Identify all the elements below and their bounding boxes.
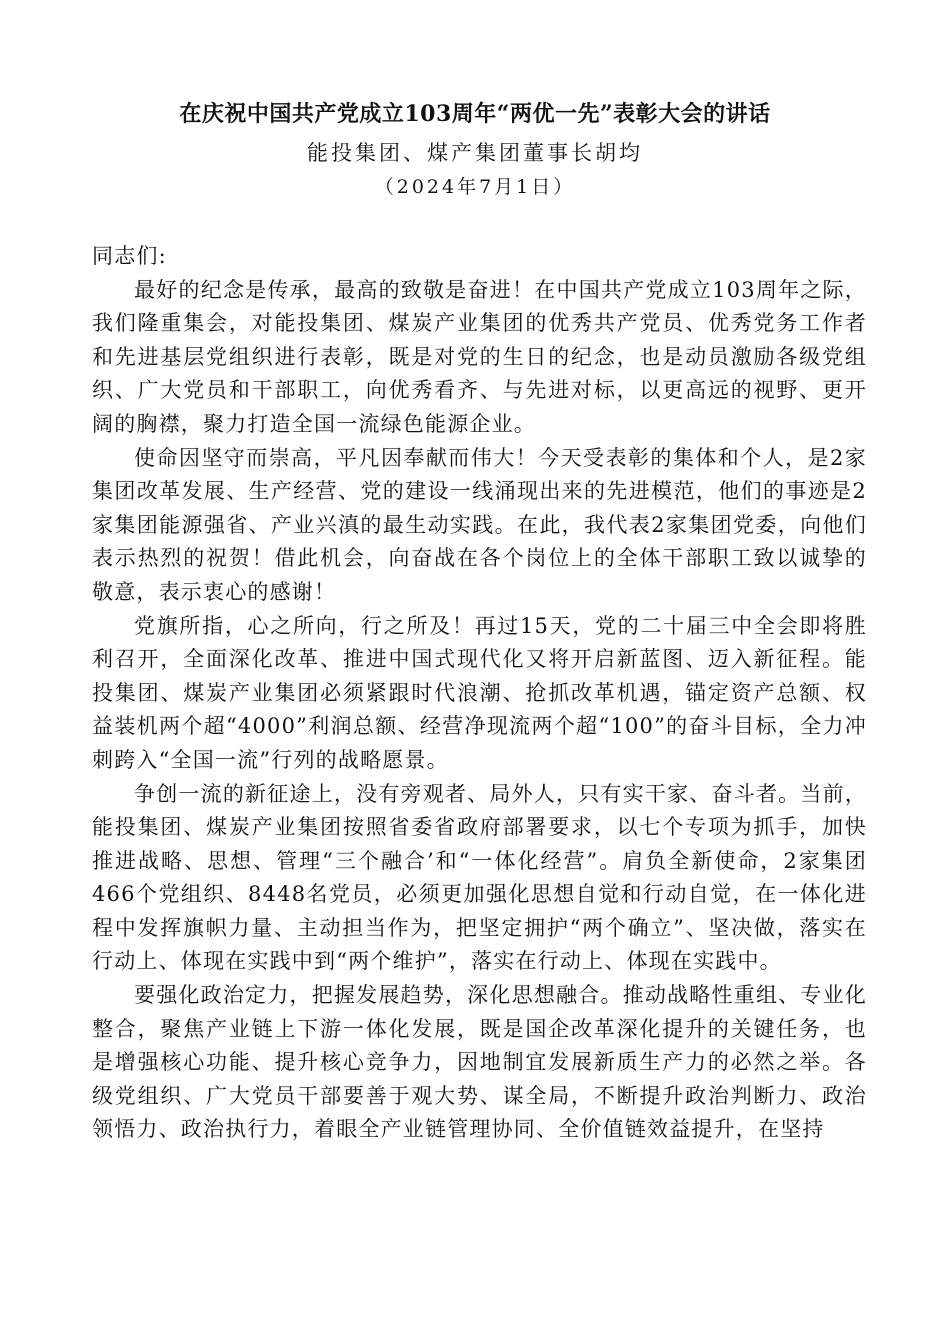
- document-title: 在庆祝中国共产党成立103周年“两优一先”表彰大会的讲话: [179, 101, 771, 127]
- paragraph-5: 要强化政治定力，把握发展趋势，深化思想融合。推动战略性重组、专业化整合，聚焦产业链上下游一体化发展，既是国企改革深化提升的关键任务，也是增强核心功能、提升核心竞争力，因地制宜发展新质生产力的必然之举。各级党组织、广大党员干部要善于观大势、谋全局，不断提升政治判断力、政治领悟力、政治执行力，着眼全产业链管理协同、全价值链效益提升，在坚持: [92, 983, 867, 1142]
- paragraph-2: 使命因坚守而崇高，平凡因奉献而伟大！今天受表彰的集体和个人，是2家集团改革发展、生产经营、党的建设一线涌现出来的先进模范，他们的事迹是2家集团能源强省、产业兴滇的最生动实践。在此，我代表2家集团党委，向他们表示热烈的祝贺！借此机会，向奋战在各个岗位上的全体干部职工致以诚挚的敬意，表示衷心的感谢！: [92, 445, 867, 604]
- paragraph-4: 争创一流的新征途上，没有旁观者、局外人，只有实干家、奋斗者。当前，能投集团、煤炭产业集团按照省委省政府部署要求，以七个专项为抓手，加快推进战略、思想、管理“三个融合’和“一体化经营”。肩负全新使命，2家集团466个党组织、8448名党员，必须更加强化思想自觉和行动自觉，在一体化进程中发挥旗帜力量、主动担当作为，把坚定拥护“两个确立”、坚决做，落实在行动上、体现在实践中到“两个维护”，落实在行动上、体现在实践中。: [92, 781, 867, 974]
- speaker-line: 能投集团、煤产集团董事长胡均: [307, 141, 643, 165]
- paragraph-3: 党旗所指，心之所向，行之所及！再过15天，党的二十届三中全会即将胜利召开，全面深化改革、推进中国式现代化又将开启新蓝图、迈入新征程。能投集团、煤炭产业集团必须紧跟时代浪潮、抢抓改革机遇，锚定资产总额、权益装机两个超“4000”利润总额、经营净现流两个超“100”的奋斗目标，全力冲刺跨入“全国一流”行列的战略愿景。: [92, 613, 867, 772]
- speech-date: （2024年7月1日）: [374, 176, 576, 198]
- paragraph-1: 最好的纪念是传承，最高的致敬是奋进！在中国共产党成立103周年之际，我们隆重集会，对能投集团、煤炭产业集团的优秀共产党员、优秀党务工作者和先进基层党组织进行表彰，既是对党的生日的纪念，也是动员激励各级党组织、广大党员和干部职工，向优秀看齐、与先进对标，以更高远的视野、更开阔的胸襟，聚力打造全国一流绿色能源企业。: [92, 277, 867, 436]
- document-body: [92, 240, 867, 1147]
- salutation: 同志们:: [92, 244, 167, 268]
